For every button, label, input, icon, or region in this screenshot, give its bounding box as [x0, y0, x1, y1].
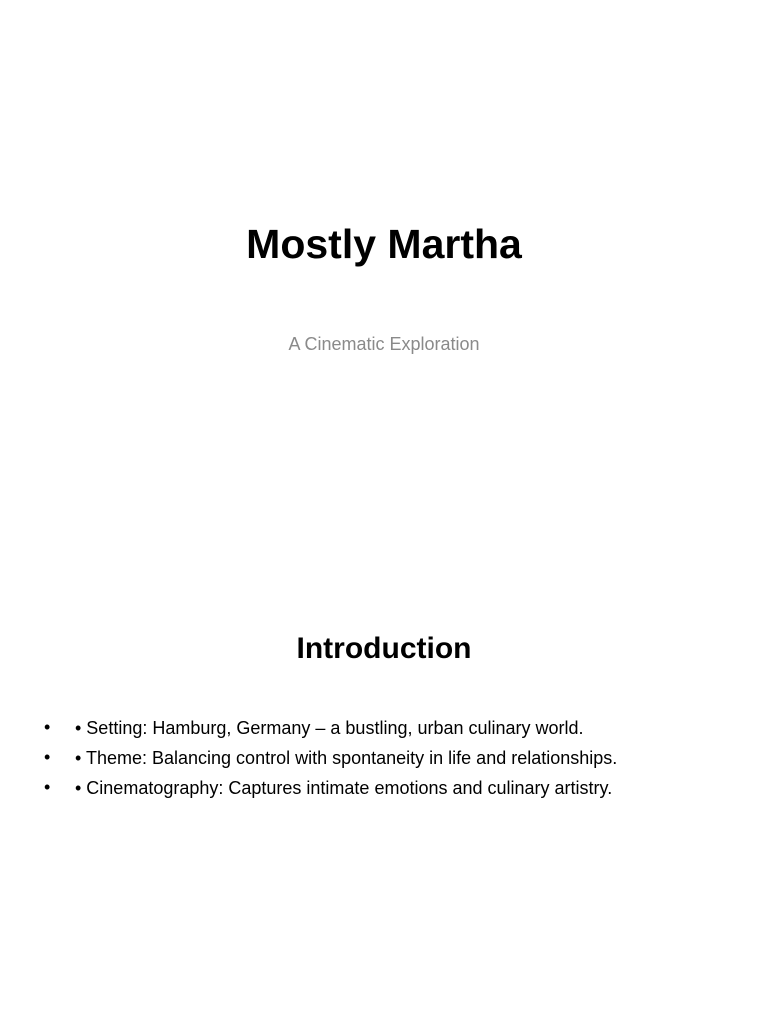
- slide-subtitle: A Cinematic Exploration: [288, 334, 480, 354]
- bullet-marker: •: [44, 717, 51, 737]
- list-item-text: • Cinematography: Captures intimate emotions and culinary artistry.: [75, 778, 613, 798]
- slide-title: Mostly Martha: [246, 221, 522, 267]
- section-heading: Introduction: [296, 632, 472, 665]
- list-item-text: • Theme: Balancing control with spontaneity in life and relationships.: [75, 748, 618, 768]
- list-item: [40, 743, 740, 773]
- list-item-text: • Setting: Hamburg, Germany – a bustling, urban culinary world.: [75, 718, 584, 738]
- list-item: [40, 773, 740, 803]
- introduction-slide: [0, 512, 768, 1024]
- bullet-marker: •: [44, 747, 51, 767]
- bullet-marker: •: [44, 777, 51, 797]
- bullet-list: [40, 713, 740, 803]
- list-item: [40, 713, 740, 743]
